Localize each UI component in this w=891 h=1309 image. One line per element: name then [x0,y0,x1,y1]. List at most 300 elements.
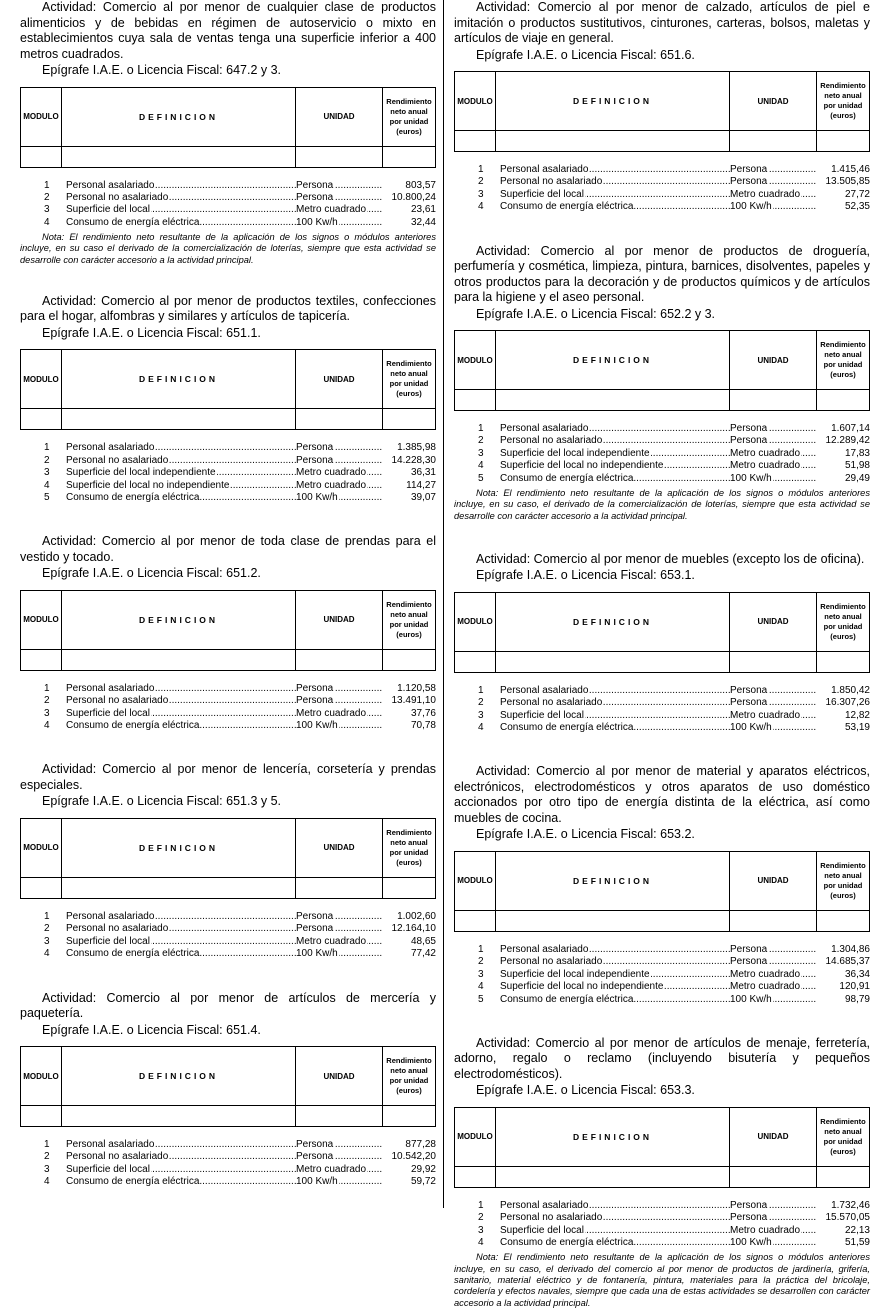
unidad-header: UNIDAD [730,851,817,910]
epigrafe-text: Epígrafe I.A.E. o Licencia Fiscal: 652.2 y 3. [476,306,716,321]
module-number-text: 5 [44,492,50,504]
module-number [454,189,500,201]
module-unit [296,1164,382,1176]
module-number-text: 1 [44,442,50,454]
module-number [20,948,66,960]
module-definition-text: Consumo de energía eléctrica [66,1176,200,1188]
module-definition [500,969,730,981]
module-number-text: 2 [478,435,484,447]
definicion-header: DEFINICION [62,818,296,877]
module-unit [296,455,382,467]
module-unit-text: Persona [296,1151,334,1163]
module-unit [296,708,382,720]
module-unit-text: Persona [296,1139,334,1151]
module-definition [500,685,730,697]
epigrafe-text: Epígrafe I.A.E. o Licencia Fiscal: 651.6. [476,47,695,62]
module-definition-text: Personal asalariado [66,682,155,694]
module-definition [66,720,296,732]
module-unit-text: Persona [296,923,334,935]
module-unit-text: Persona [730,435,768,447]
module-value: 12,82 [844,709,870,721]
module-definition-text: Personal no asalariado [500,435,603,447]
module-unit [730,201,816,213]
unidad-header: UNIDAD [296,590,383,649]
table-blank-cell [730,651,817,672]
rendimiento-header-line: (euros) [396,629,422,639]
module-number [454,1200,500,1212]
activity-text: Actividad: Comercio al por menor de calzado, artículos de piel e imitación o productos sustitutivos, cinturones, carteras, bolsos, maletas y artículos de viaje en general. [454,0,870,45]
module-unit [296,204,382,216]
activity-text: Actividad: Comercio al por menor de muebles (excepto los de oficina). [476,551,865,566]
module-row [20,442,436,454]
module-number [20,480,66,492]
module-number-text: 3 [44,707,50,719]
rendimiento-header-line: Rendimiento [386,359,432,369]
module-table-header [20,87,436,168]
module-number-text: 1 [478,423,484,435]
module-definition [500,994,730,1006]
module-value: 13.491,10 [391,695,436,707]
activity-section [20,294,436,504]
modulo-header: MODULO [455,72,496,131]
column-divider [443,0,444,1208]
table-blank-cell [496,651,730,672]
module-row [454,1237,870,1249]
module-number [454,969,500,981]
module-row [454,969,870,981]
module-table-header [454,592,870,673]
module-definition [500,1225,730,1237]
modulo-header: MODULO [21,818,62,877]
module-number [454,1212,500,1224]
module-value: 10.800,24 [391,191,436,203]
rendimiento-header [383,818,436,877]
module-number [20,467,66,479]
module-number [454,994,500,1006]
table-blank-cell [296,1106,383,1127]
module-value: 803,57 [405,179,436,191]
module-value: 1.732,46 [831,1199,870,1211]
module-value: 877,28 [405,1139,436,1151]
module-unit [296,948,382,960]
module-table-header [454,71,870,152]
rendimiento-header-line: neto anual [390,837,428,847]
module-unit [730,1200,816,1212]
module-value: 59,72 [410,1176,436,1188]
module-row [454,1212,870,1224]
module-definition-text: Personal asalariado [66,179,155,191]
rendimiento-header-line: (euros) [396,389,422,399]
module-unit [296,442,382,454]
epigrafe-text: Epígrafe I.A.E. o Licencia Fiscal: 651.3 y 5. [42,794,282,809]
module-number-text: 4 [44,216,50,228]
module-definition-text: Consumo de energía eléctrica [500,993,634,1005]
rendimiento-header [383,350,436,409]
module-number [20,708,66,720]
activity-section [454,0,870,214]
rendimiento-header-line: por unidad [823,1136,863,1146]
module-unit [730,1237,816,1249]
module-number [454,1237,500,1249]
definicion-header: DEFINICION [496,851,730,910]
module-unit-text: 100 Kw/h [296,216,338,228]
module-definition-text: Superficie del local independiente [500,447,650,459]
table-blank-cell [455,131,496,152]
module-value: 51,59 [844,1237,870,1249]
module-number [20,192,66,204]
table-blank-cell [817,1166,870,1187]
module-number [454,460,500,472]
module-number-text: 3 [44,935,50,947]
module-number-text: 2 [44,454,50,466]
module-row [454,448,870,460]
module-unit [296,1176,382,1188]
module-definition [66,217,296,229]
module-number-text: 2 [478,176,484,188]
module-number [20,1164,66,1176]
module-unit [730,189,816,201]
unidad-header: UNIDAD [730,1107,817,1166]
module-value: 48,65 [410,935,436,947]
module-number-text: 4 [478,201,484,213]
module-row [20,204,436,216]
module-row [20,480,436,492]
module-unit [730,176,816,188]
module-definition [66,1151,296,1163]
module-number-text: 1 [478,684,484,696]
module-unit [730,722,816,734]
module-definition-text: Personal no asalariado [66,191,169,203]
module-number [20,911,66,923]
epigrafe-text: Epígrafe I.A.E. o Licencia Fiscal: 653.1. [476,568,695,583]
module-row [454,473,870,485]
module-unit [296,217,382,229]
module-value: 29,92 [410,1163,436,1175]
module-unit [296,936,382,948]
module-value: 120,91 [839,981,870,993]
rendimiento-header-line: por unidad [389,847,429,857]
module-row [20,467,436,479]
module-number-text: 3 [478,447,484,459]
module-row [454,722,870,734]
module-unit [296,467,382,479]
module-definition-text: Personal no asalariado [500,956,603,968]
table-blank-cell [296,877,383,898]
module-definition-text: Consumo de energía eléctrica [500,722,634,734]
module-rows [454,1200,870,1250]
module-row [454,164,870,176]
module-unit-text: Persona [730,684,768,696]
module-unit [730,435,816,447]
definicion-header: DEFINICION [62,590,296,649]
table-blank-cell [730,390,817,411]
activity-section [20,0,436,266]
rendimiento-header-line: por unidad [389,379,429,389]
definicion-header: DEFINICION [62,350,296,409]
module-unit [730,473,816,485]
module-number [20,455,66,467]
module-definition-text: Personal asalariado [500,943,589,955]
module-unit-text: 100 Kw/h [730,722,772,734]
module-definition-text: Personal asalariado [66,910,155,922]
module-definition-text: Consumo de energía eléctrica [66,492,200,504]
epigrafe-text: Epígrafe I.A.E. o Licencia Fiscal: 653.3. [476,1083,695,1098]
module-row [454,994,870,1006]
modulo-header: MODULO [21,87,62,146]
module-definition [66,936,296,948]
module-definition-text: Superficie del local [500,1224,584,1236]
module-definition [500,435,730,447]
module-value: 36,34 [844,968,870,980]
module-definition-text: Personal asalariado [500,1199,589,1211]
module-number [454,956,500,968]
module-number-text: 2 [44,1151,50,1163]
module-row [454,697,870,709]
module-definition-text: Personal asalariado [500,423,589,435]
module-row [454,981,870,993]
module-definition-text: Consumo de energía eléctrica [500,201,634,213]
module-unit-text: Metro cuadrado [296,935,367,947]
module-unit-text: Persona [296,442,334,454]
module-value: 114,27 [406,479,436,491]
module-definition-text: Personal asalariado [500,164,589,175]
table-blank-cell [817,390,870,411]
rendimiento-header-line: Rendimiento [820,601,866,611]
module-number-text: 2 [478,956,484,968]
module-number-text: 4 [478,1237,484,1249]
module-value: 10.542,20 [391,1151,436,1163]
module-unit [730,448,816,460]
definicion-header: DEFINICION [496,72,730,131]
module-table-header [454,1107,870,1188]
module-value: 70,78 [410,720,436,732]
module-number [20,1151,66,1163]
activity-text: Actividad: Comercio al por menor de artículos de mercería y paquetería. [20,990,436,1021]
module-value: 22,13 [844,1224,870,1236]
module-unit [730,981,816,993]
module-number [454,435,500,447]
module-unit [296,683,382,695]
module-number [20,923,66,935]
module-unit-text: Persona [730,176,768,188]
module-row [20,192,436,204]
table-blank-cell [817,651,870,672]
module-number [20,1139,66,1151]
unidad-header: UNIDAD [296,818,383,877]
rendimiento-header-line: neto anual [390,609,428,619]
module-rows [454,423,870,485]
rendimiento-header-line: (euros) [396,126,422,136]
module-number-text: 1 [44,910,50,922]
activity-section [454,764,870,1005]
definicion-header: DEFINICION [62,87,296,146]
module-number-text: 3 [478,188,484,200]
module-unit [730,944,816,956]
module-definition-text: Consumo de energía eléctrica [66,216,200,228]
rendimiento-header [817,331,870,390]
rendimiento-header [383,87,436,146]
module-number [20,1176,66,1188]
module-unit [730,697,816,709]
module-definition [500,473,730,485]
module-number [454,201,500,213]
module-definition [500,1212,730,1224]
module-definition [66,204,296,216]
module-number [454,473,500,485]
module-unit-text: Persona [730,1199,768,1211]
module-definition [500,722,730,734]
module-unit [296,480,382,492]
module-definition-text: Superficie del local [66,935,150,947]
rendimiento-header-line: Rendimiento [820,860,866,870]
module-value: 15.570,05 [825,1212,870,1224]
rendimiento-header-line: neto anual [390,1066,428,1076]
table-blank-cell [730,910,817,931]
definicion-header: DEFINICION [496,592,730,651]
module-rows [20,442,436,504]
module-rows [454,944,870,1006]
module-number-text: 1 [478,1199,484,1211]
activity-text: Actividad: Comercio al por menor de productos textiles, confecciones para el hogar, alfombras y similares y artículos de tapicería. [20,293,436,324]
module-unit-text: Persona [730,943,768,955]
activity-text: Actividad: Comercio al por menor de toda clase de prendas para el vestido y tocado. [20,534,436,564]
module-unit-text: Metro cuadrado [296,204,367,216]
module-number-text: 1 [478,164,484,175]
module-row [454,435,870,447]
rendimiento-header-line: Rendimiento [386,599,432,609]
activity-section [454,244,870,522]
table-blank-cell [817,131,870,152]
module-definition [500,944,730,956]
module-unit [730,164,816,176]
activity-text: Actividad: Comercio al por menor de material y aparatos eléctricos, electrónicos, electrodomésticos y otros aparatos de uso doméstico accionados por otro tipo de energía distinta de la eléctrica, así como muebles de cocina. [454,764,870,825]
module-row [454,956,870,968]
module-number-text: 4 [44,479,50,491]
module-number [454,697,500,709]
activity-text: Actividad: Comercio al por menor de artículos de menaje, ferretería, adorno, regalo o reclamo (incluyendo bisutería y pequeños electrodomésticos). [454,1035,870,1081]
module-definition [500,460,730,472]
module-number-text: 5 [478,993,484,1005]
module-definition [66,1139,296,1151]
module-number-text: 5 [478,472,484,484]
module-number-text: 2 [478,1212,484,1224]
module-number-text: 2 [44,191,50,203]
unidad-header: UNIDAD [730,72,817,131]
module-unit-text: Persona [296,179,334,191]
module-value: 13.505,85 [825,176,870,188]
epigrafe-text: Epígrafe I.A.E. o Licencia Fiscal: 651.1. [42,325,261,340]
module-number [20,695,66,707]
module-unit-text: Metro cuadrado [730,981,801,993]
module-definition [500,697,730,709]
module-definition [66,492,296,504]
module-number-text: 1 [44,179,50,191]
module-number [20,442,66,454]
module-definition [66,455,296,467]
table-blank-cell [62,877,296,898]
unidad-header: UNIDAD [296,350,383,409]
table-blank-cell [383,409,436,430]
module-definition-text: Personal no asalariado [66,923,169,935]
right-column [454,0,870,1309]
module-definition [66,1164,296,1176]
module-value: 51,98 [844,460,870,472]
activity-section [20,762,436,960]
activity-section [20,534,436,732]
module-definition-text: Consumo de energía eléctrica [500,472,634,484]
module-unit-text: Metro cuadrado [296,707,367,719]
module-unit-text: Persona [730,164,768,175]
module-row [20,708,436,720]
rendimiento-header-line: por unidad [823,101,863,110]
module-value: 1.002,60 [397,910,436,922]
module-unit-text: 100 Kw/h [296,948,338,960]
module-value: 36,31 [410,467,436,479]
module-definition-text: Consumo de energía eléctrica [66,948,200,960]
module-definition-text: Personal no asalariado [500,697,603,709]
module-table-header [20,818,436,899]
module-definition-text: Consumo de energía eléctrica [66,720,200,732]
table-blank-cell [21,877,62,898]
module-definition [66,180,296,192]
module-definition [500,1237,730,1249]
module-value: 77,42 [410,948,436,960]
rendimiento-header-line: (euros) [396,1086,422,1096]
module-value: 1.850,42 [831,684,870,696]
module-rows [20,683,436,733]
module-unit [296,1139,382,1151]
module-number [454,685,500,697]
module-definition-text: Personal asalariado [66,1139,155,1151]
module-table-header [454,851,870,932]
module-row [454,189,870,201]
module-value: 23,61 [410,204,436,216]
module-value: 16.307,26 [825,697,870,709]
module-unit-text: Metro cuadrado [730,709,801,721]
epigrafe-text: Epígrafe I.A.E. o Licencia Fiscal: 653.2. [476,827,695,842]
module-unit-text: Persona [296,682,334,694]
module-row [20,948,436,960]
module-definition-text: Personal asalariado [500,684,589,696]
module-definition [66,948,296,960]
module-unit-text: 100 Kw/h [296,720,338,732]
module-unit-text: Persona [730,1212,768,1224]
module-row [20,180,436,192]
module-table-header [20,349,436,430]
table-blank-cell [383,1106,436,1127]
module-unit [296,923,382,935]
module-number [454,1225,500,1237]
epigrafe-text: Epígrafe I.A.E. o Licencia Fiscal: 647.2 y 3. [42,63,282,77]
module-value: 37,76 [410,707,436,719]
module-unit [296,492,382,504]
table-blank-cell [730,131,817,152]
note-text: Nota: El rendimiento neto resultante de la aplicación de los signos o módulos anteriores incluye, en su caso, el derivado del comercio al por menor de productos de jardinería, grifería, sanitario, material eléctrico y de fontanería, pintura, materiales para la práctica del bricolaje, cordelería y efectos navales, siempre que cada una de estas actividades se desarrollen con carácter accesorio a la actividad principal. [454,1252,870,1308]
table-blank-cell [383,146,436,167]
rendimiento-header-line: Rendimiento [386,1056,432,1066]
module-table-header [20,1046,436,1127]
module-row [454,201,870,213]
rendimiento-header-line: (euros) [830,370,856,380]
table-blank-cell [62,649,296,670]
module-definition [500,981,730,993]
module-unit [730,1225,816,1237]
module-number-text: 4 [478,460,484,472]
unidad-header: UNIDAD [730,592,817,651]
rendimiento-header-line: por unidad [823,360,863,370]
module-table-header [20,590,436,671]
module-value: 14.685,37 [825,956,870,968]
